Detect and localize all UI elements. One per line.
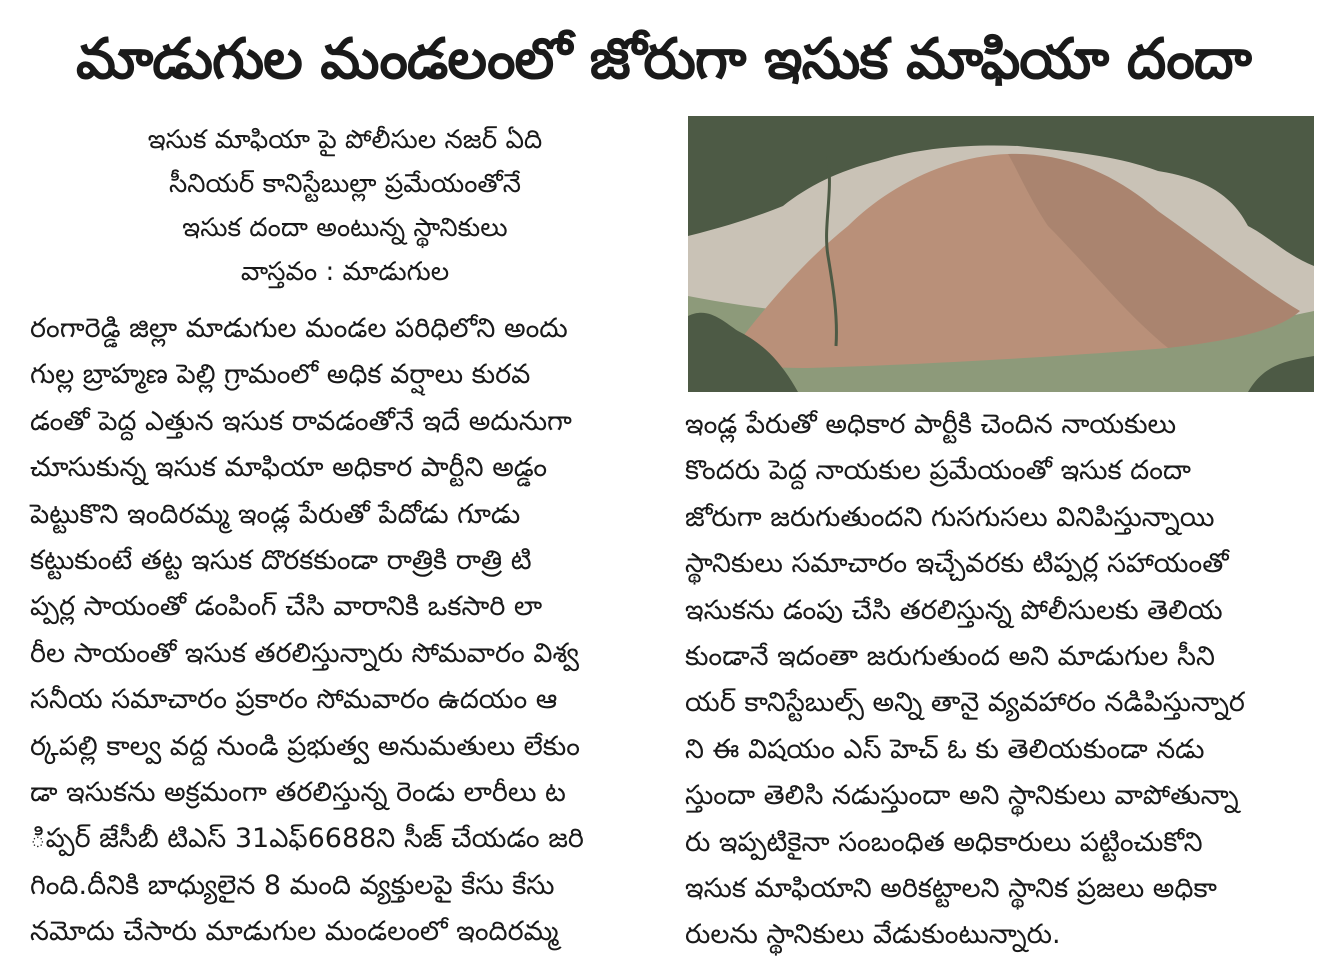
left-line-9: సనీయ సమాచారం ప్రకారం సోమవారం ఉదయం ఆ <box>30 684 558 716</box>
left-line-14: నమోదు చేసారు మాడుగుల మండలంలో ఇందిరమ్మ <box>30 916 559 948</box>
right-line-7: యర్ కానిస్టేబుల్స్ అన్ని తానై వ్యవహారం నడిపిస్తున్నార <box>685 687 1245 719</box>
left-line-2: గుల్ల బ్రాహ్మణ పెల్లి గ్రామంలో అధిక వర్షాలు కురవ <box>30 359 531 391</box>
sand-pile-photo <box>688 116 1314 392</box>
right-line-2: కొందరు పెద్ద నాయకుల ప్రమేయంతో ఇసుక దందా <box>685 455 1191 487</box>
subhead-constables: సీనియర్ కానిస్టేబుల్లా ప్రమేయంతోనే <box>168 169 522 199</box>
left-line-1: రంగారెడ్డి జిల్లా మాడుగుల మండల పరిధిలోని అందు <box>30 313 568 344</box>
right-line-9: స్తుందా తెలిసి నడుస్తుందా అని స్థానికులు వాపోతున్నా <box>685 780 1239 812</box>
left-line-10: ర్కపల్లి కాల్వ వద్ద నుండి ప్రభుత్వ అనుమతులు లేకుం <box>30 730 580 762</box>
right-line-10: రు ఇప్పటికైనా సంబంధిత అధికారులు పట్టించుకోని <box>685 826 1203 858</box>
sand-pile-illustration <box>688 116 1314 392</box>
article-left-column <box>30 306 660 955</box>
dateline: వాస్తవం : మాడుగుల <box>240 257 450 287</box>
left-line-12: ిప్పర్ జేసీబీ టిఎస్ 31ఎఫ్6688ని సీజ్ చేయడం జరి <box>30 823 584 855</box>
right-line-4: స్థానికులు సమాచారం ఇచ్చేవరకు టిప్పర్ల సహాయంతో <box>685 548 1229 580</box>
article-right-column <box>685 402 1310 959</box>
left-line-13: గింది.దీనికి బాధ్యులైన 8 మంది వ్యక్తులపై కేసు కేసు <box>30 869 555 901</box>
left-line-11: డా ఇసుకను అక్రమంగా తరలిస్తున్న రెండు లారీలు ట <box>30 776 566 808</box>
subhead-locals: ఇసుక దందా అంటున్న స్థానికులు <box>182 213 508 243</box>
right-line-3: జోరుగా జరుగుతుందని గుసగుసలు వినిపిస్తున్నాయి <box>685 501 1215 533</box>
left-line-3: డంతో పెద్ద ఎత్తున ఇసుక రావడంతోనే ఇదే అదునుగా <box>30 405 572 437</box>
right-line-11: ఇసుక మాఫియాని అరికట్టాలని స్థానిక ప్రజలు అధికా <box>685 872 1217 904</box>
subhead-police: ఇసుక మాఫియా పై పోలీసుల నజర్ ఏది <box>147 125 543 155</box>
left-line-5: పెట్టుకొని ఇందిరమ్మ ఇండ్ల పేరుతో పేదోడు గూడు <box>30 498 521 530</box>
left-line-6: కట్టుకుంటే తట్ట ఇసుక దొరకకుండా రాత్రికి రాత్రి టి <box>30 544 532 576</box>
headline: మాడుగుల మండలంలో జోరుగా ఇసుక మాఫియా దందా <box>76 27 1251 92</box>
left-line-8: రీల సాయంతో ఇసుక తరలిస్తున్నారు సోమవారం విశ్వ <box>30 637 580 669</box>
left-line-4: చూసుకున్న ఇసుక మాఫియా అధికార పార్టీని అడ్డం <box>30 452 548 484</box>
right-line-1: ఇండ్ల పేరుతో అధికార పార్టీకి చెందిన నాయకులు <box>685 409 1177 440</box>
left-line-7: ప్పర్ల సాయంతో డంపింగ్ చేసి వారానికి ఒకసారి లా <box>30 591 543 623</box>
right-line-12: రులను స్థానికులు వేడుకుంటున్నారు. <box>685 919 1061 951</box>
right-line-6: కుండానే ఇదంతా జరుగుతుంద అని మాడుగుల సీని <box>685 640 1215 672</box>
right-line-8: ని ఈ విషయం ఎస్ హెచ్ ఓ కు తెలియకుండా నడు <box>685 733 1205 765</box>
right-line-5: ఇసుకను డంపు చేసి తరలిస్తున్న పోలీసులకు తెలియ <box>685 594 1223 626</box>
subheads <box>20 118 670 294</box>
